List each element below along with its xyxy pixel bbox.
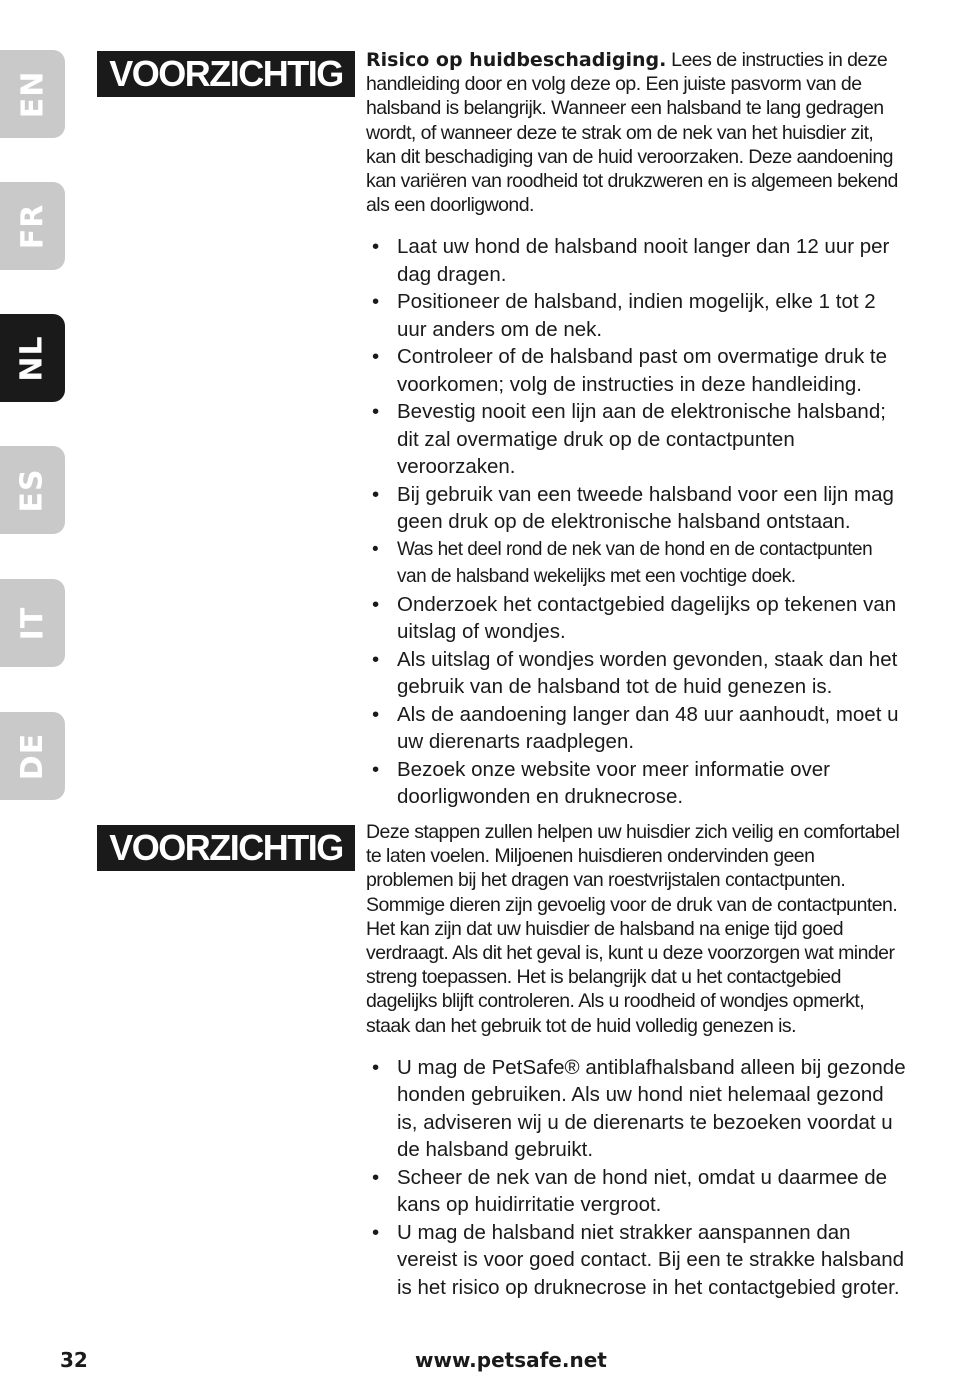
list-item: • Positioneer de halsband, indien mogelijk, elke 1 tot 2 uur anders om de nek.: [366, 288, 906, 343]
page-number: 32: [60, 1348, 88, 1372]
lang-tab-label: EN: [14, 70, 50, 118]
caution-section-comfort: [366, 820, 906, 1301]
lang-tab-it[interactable]: [0, 579, 65, 667]
section-intro-text: Lees de instructies in deze handleiding door en volg deze op. Een juiste pasvorm van de halsband is belangrijk. Wanneer een halsband te lang gedragen wordt, of wanneer deze te strak om de nek van het huisdier zit, kan dit beschadiging van de huid veroorzaken. Deze aandoening kan variëren van roodheid tot drukzweren en is algemeen bekend als een doorligwond.: [366, 49, 898, 217]
list-item: • Scheer de nek van de hond niet, omdat u daarmee de kans op huidirritatie vergroot.: [366, 1164, 906, 1219]
lang-tab-fr[interactable]: [0, 182, 65, 270]
lang-tab-de[interactable]: [0, 712, 65, 800]
list-item: • U mag de PetSafe® antiblafhalsband alleen bij gezonde honden gebruiken. Als uw hond niet helemaal gezond is, adviseren wij u de dierenarts te bezoeken voordat u de halsband gebruikt.: [366, 1054, 906, 1164]
section-intro: [366, 48, 906, 217]
list-item: • Laat uw hond de halsband nooit langer dan 12 uur per dag dragen.: [366, 233, 906, 288]
caution-label: VOORZICHTIG: [97, 825, 355, 871]
website-link[interactable]: www.petsafe.net: [415, 1348, 607, 1372]
list-item: • Was het deel rond de nek van de hond en de contactpunten van de halsband wekelijks met een vochtige doek.: [366, 536, 906, 591]
list-item: • Bij gebruik van een tweede halsband voor een lijn mag geen druk op de elektronische halsband ontstaan.: [366, 481, 906, 536]
list-item: • Bezoek onze website voor meer informatie over doorligwonden en druknecrose.: [366, 756, 906, 811]
lang-tab-es[interactable]: [0, 446, 65, 534]
section-intro: [366, 820, 906, 1038]
lang-tab-en[interactable]: [0, 50, 65, 138]
language-tabs: [0, 0, 66, 1400]
lang-tab-label: NL: [14, 334, 50, 382]
list-item: • Als uitslag of wondjes worden gevonden, staak dan het gebruik van de halsband tot de huid genezen is.: [366, 646, 906, 701]
lang-tab-label: ES: [14, 467, 50, 513]
list-item: • Als de aandoening langer dan 48 uur aanhoudt, moet u uw dierenarts raadplegen.: [366, 701, 906, 756]
section-intro-lead: Risico op huidbeschadiging.: [366, 49, 667, 71]
caution-section-skin-damage: [366, 48, 906, 811]
caution-label: VOORZICHTIG: [97, 51, 355, 97]
list-item: • Bevestig nooit een lijn aan de elektronische halsband; dit zal overmatige druk op de contactpunten veroorzaken.: [366, 398, 906, 481]
bullet-list: [366, 1054, 906, 1302]
bullet-list: [366, 233, 906, 811]
lang-tab-label: DE: [15, 732, 50, 780]
list-item: • U mag de halsband niet strakker aanspannen dan vereist is voor goed contact. Bij een te strakke halsband is het risico op druknecrose in het contactgebied groter.: [366, 1219, 906, 1302]
lang-tab-label: IT: [14, 606, 50, 640]
lang-tab-nl[interactable]: [0, 314, 65, 402]
list-item: • Controleer of de halsband past om overmatige druk te voorkomen; volg de instructies in deze handleiding.: [366, 343, 906, 398]
section-intro-text: Deze stappen zullen helpen uw huisdier zich veilig en comfortabel te laten voelen. Miljoenen huisdieren ondervinden geen problemen bij het dragen van roestvrijstalen contactpunten. Sommige dieren zijn gevoelig voor de druk van de contactpunten. Het kan zijn dat uw huisdier de halsband na enige tijd goed verdraagt. Als dit het geval is, kunt u deze voorzorgen wat minder streng toepassen. Het is belangrijk dat u het contactgebied dagelijks blijft controleren. Als u roodheid of wondjes opmerkt, staak dan het gebruik tot de huid volledig genezen is.: [366, 821, 900, 1037]
lang-tab-label: FR: [15, 203, 50, 249]
list-item: • Onderzoek het contactgebied dagelijks op tekenen van uitslag of wondjes.: [366, 591, 906, 646]
